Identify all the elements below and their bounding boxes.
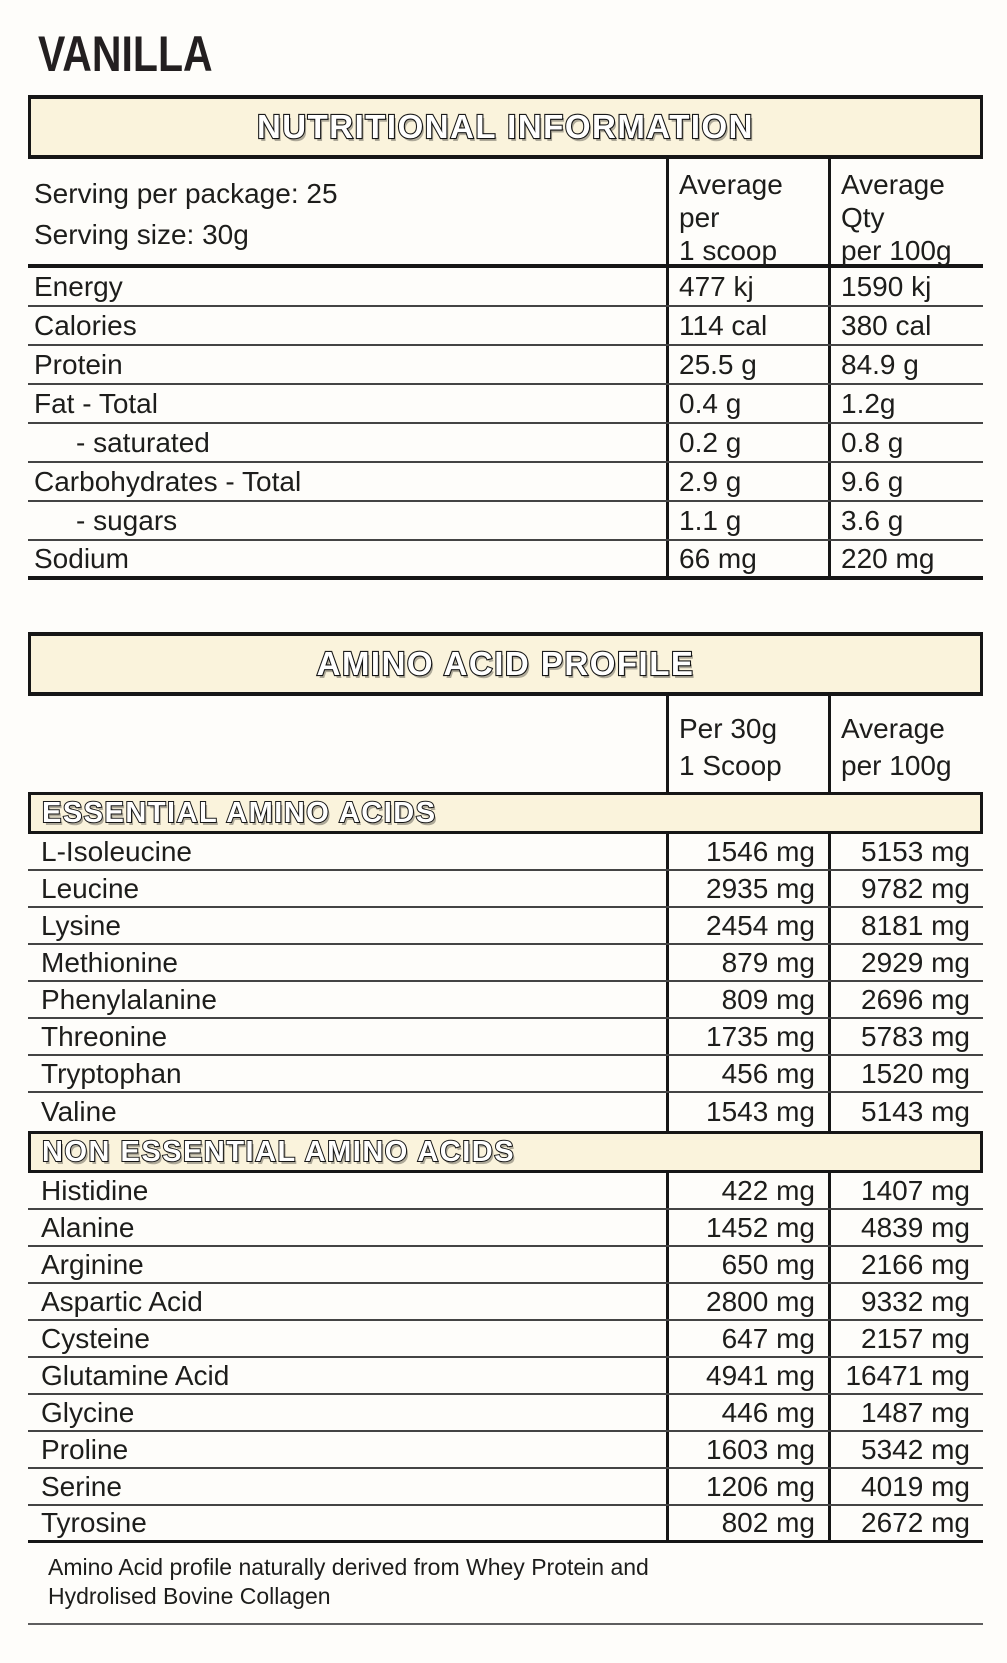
per-100g-value: 9332 mg	[828, 1284, 983, 1319]
amino-acid-profile-band	[28, 632, 983, 696]
table-row	[28, 346, 983, 385]
per-100g-value: 2696 mg	[828, 982, 983, 1017]
row-label: Proline	[41, 1433, 129, 1465]
row-label: Protein	[34, 348, 123, 380]
per-100g-value: 8181 mg	[828, 908, 983, 943]
table-row	[28, 945, 983, 982]
table-row	[28, 1284, 983, 1321]
per-100g-value: 220 mg	[828, 541, 983, 576]
column-header-line: Qty	[841, 202, 885, 233]
table-row	[28, 908, 983, 945]
row-label: Energy	[34, 270, 123, 302]
per-scoop-value: 66 mg	[666, 541, 828, 576]
per-100g-value: 1407 mg	[828, 1173, 983, 1208]
per-scoop-value: 114 cal	[666, 307, 828, 344]
nutritional-information-band-title: NUTRITIONAL INFORMATION	[256, 108, 755, 145]
column-header-line: per 100g	[841, 750, 952, 781]
table-row	[28, 1247, 983, 1284]
table-row	[28, 1395, 983, 1432]
page-title: VANILLA	[38, 26, 213, 82]
per-scoop-value: 0.2 g	[666, 424, 828, 461]
row-label: Phenylalanine	[41, 983, 217, 1015]
per-100g-value: 0.8 g	[828, 424, 983, 461]
non-essential-amino-acid-rows	[28, 1173, 983, 1543]
footer-note-line: Amino Acid profile naturally derived from Whey Protein and	[48, 1554, 649, 1580]
per-100g-value: 1520 mg	[828, 1056, 983, 1091]
per-scoop-value: 1735 mg	[666, 1019, 828, 1054]
per-100g-value: 3.6 g	[828, 502, 983, 539]
per-100g-value: 5143 mg	[828, 1093, 983, 1131]
row-label: - sugars	[76, 504, 178, 536]
per-scoop-value: 879 mg	[666, 945, 828, 980]
row-label: L-Isoleucine	[41, 835, 192, 867]
table-row	[28, 871, 983, 908]
per-100g-value: 1.2g	[828, 385, 983, 422]
per-scoop-value: 809 mg	[666, 982, 828, 1017]
table-row	[28, 1210, 983, 1247]
per-scoop-value: 456 mg	[666, 1056, 828, 1091]
row-label: Sodium	[34, 542, 129, 574]
row-label: Tryptophan	[41, 1057, 182, 1089]
amino-per-100g-column-header	[828, 696, 983, 792]
row-label: Calories	[34, 309, 137, 341]
non-essential-amino-acids-band-title: NON ESSENTIAL AMINO ACIDS	[42, 1135, 516, 1168]
per-100g-value: 2157 mg	[828, 1321, 983, 1356]
per-scoop-value: 2454 mg	[666, 908, 828, 943]
per-scoop-value: 1206 mg	[666, 1469, 828, 1504]
row-label: Leucine	[41, 872, 140, 904]
essential-amino-acids-band-title: ESSENTIAL AMINO ACIDS	[42, 796, 437, 829]
per-100g-value: 2672 mg	[828, 1506, 983, 1540]
non-essential-amino-acids-band	[28, 1131, 983, 1173]
column-header-line: Per 30g	[679, 713, 778, 744]
bottom-divider	[28, 1623, 983, 1625]
amino-acid-profile-band-title: AMINO ACID PROFILE	[316, 645, 695, 682]
table-row	[28, 834, 983, 871]
table-row	[28, 1469, 983, 1506]
per-scoop-value: 647 mg	[666, 1321, 828, 1356]
per-100g-value: 1590 kj	[828, 268, 983, 305]
table-row	[28, 1506, 983, 1543]
per-scoop-value: 2800 mg	[666, 1284, 828, 1319]
table-row	[28, 1019, 983, 1056]
column-header-line: Average	[841, 713, 945, 744]
per-100g-value: 9.6 g	[828, 463, 983, 500]
row-label: Histidine	[41, 1174, 149, 1206]
table-row	[28, 1358, 983, 1395]
per-scoop-value: 1543 mg	[666, 1093, 828, 1131]
per-scoop-column-header	[666, 159, 828, 267]
per-scoop-value: 477 kj	[666, 268, 828, 305]
row-label: Tyrosine	[41, 1507, 147, 1538]
footer-note	[28, 1543, 983, 1611]
section-gap	[28, 580, 983, 632]
row-label: Lysine	[41, 909, 121, 941]
per-scoop-value: 802 mg	[666, 1506, 828, 1540]
serving-per-package-line: Serving per package: 25	[34, 178, 338, 209]
row-label: Methionine	[41, 946, 178, 978]
table-row	[28, 385, 983, 424]
serving-size-line: Serving size: 30g	[34, 219, 249, 250]
row-label: Aspartic Acid	[41, 1285, 203, 1317]
per-scoop-value: 4941 mg	[666, 1358, 828, 1393]
per-scoop-value: 446 mg	[666, 1395, 828, 1430]
per-100g-value: 4839 mg	[828, 1210, 983, 1245]
per-100g-value: 5783 mg	[828, 1019, 983, 1054]
table-row	[28, 982, 983, 1019]
per-100g-value: 9782 mg	[828, 871, 983, 906]
table-row	[28, 1056, 983, 1093]
table-row	[28, 463, 983, 502]
row-label: - saturated	[76, 426, 210, 458]
row-label: Glutamine Acid	[41, 1359, 230, 1391]
amino-header-row	[28, 696, 983, 792]
essential-amino-acids-band	[28, 792, 983, 834]
per-scoop-value: 25.5 g	[666, 346, 828, 383]
essential-amino-acid-rows	[28, 834, 983, 1131]
per-100g-value: 5153 mg	[828, 834, 983, 869]
nutrition-rows	[28, 268, 983, 580]
row-label: Valine	[41, 1096, 117, 1127]
footer-note-line: Hydrolised Bovine Collagen	[48, 1583, 331, 1609]
per-100g-value: 2929 mg	[828, 945, 983, 980]
row-label: Fat - Total	[34, 387, 158, 419]
row-label: Cysteine	[41, 1322, 150, 1354]
table-row	[28, 424, 983, 463]
per-100g-value: 1487 mg	[828, 1395, 983, 1430]
table-row	[28, 268, 983, 307]
amino-empty-cell	[28, 696, 666, 792]
row-label: Arginine	[41, 1248, 144, 1280]
table-row	[28, 307, 983, 346]
per-scoop-value: 1452 mg	[666, 1210, 828, 1245]
row-label: Threonine	[41, 1020, 168, 1052]
nutrition-table	[28, 95, 983, 580]
table-row	[28, 1432, 983, 1469]
row-label: Carbohydrates - Total	[34, 465, 302, 497]
row-label: Serine	[41, 1470, 122, 1502]
column-header-line: Average	[841, 169, 945, 200]
column-header-line: per	[679, 202, 720, 233]
per-100g-value: 84.9 g	[828, 346, 983, 383]
nutrition-header-row	[28, 159, 983, 268]
table-row	[28, 1173, 983, 1210]
row-label: Glycine	[41, 1396, 135, 1428]
nutritional-information-band	[28, 95, 983, 159]
label-sheet	[0, 26, 1007, 1625]
per-100g-column-header	[828, 159, 983, 267]
per-100g-value: 5342 mg	[828, 1432, 983, 1467]
amino-per-scoop-column-header	[666, 696, 828, 792]
amino-acid-table	[28, 632, 983, 1543]
per-scoop-value: 0.4 g	[666, 385, 828, 422]
table-row	[28, 502, 983, 541]
per-scoop-value: 2935 mg	[666, 871, 828, 906]
column-header-line: 1 scoop	[679, 235, 778, 266]
per-scoop-value: 422 mg	[666, 1173, 828, 1208]
row-label: Alanine	[41, 1211, 135, 1243]
table-row	[28, 541, 983, 580]
per-100g-value: 380 cal	[828, 307, 983, 344]
table-row	[28, 1321, 983, 1358]
per-scoop-value: 1.1 g	[666, 502, 828, 539]
per-scoop-value: 1546 mg	[666, 834, 828, 869]
column-header-line: per 100g	[841, 235, 952, 266]
table-row	[28, 1093, 983, 1131]
per-100g-value: 4019 mg	[828, 1469, 983, 1504]
column-header-line: 1 Scoop	[679, 750, 782, 781]
per-scoop-value: 1603 mg	[666, 1432, 828, 1467]
per-100g-value: 16471 mg	[828, 1358, 983, 1393]
per-100g-value: 2166 mg	[828, 1247, 983, 1282]
per-scoop-value: 2.9 g	[666, 463, 828, 500]
per-scoop-value: 650 mg	[666, 1247, 828, 1282]
column-header-line: Average	[679, 169, 783, 200]
serving-info-cell	[28, 159, 666, 267]
